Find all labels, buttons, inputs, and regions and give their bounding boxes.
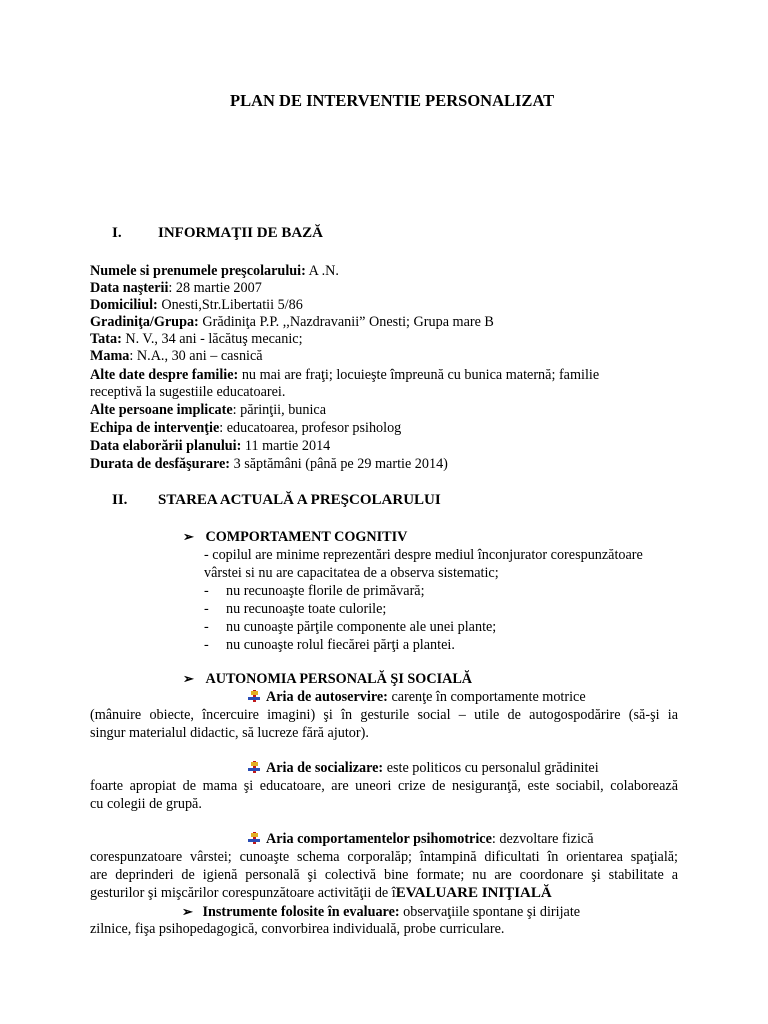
list-item [204,618,497,636]
area-text-row [90,884,552,902]
arrow-bullet-icon: ➢ [182,904,193,919]
area-text: gesturilor şi mişcărilor corespunzătoare activităţii de î [90,885,396,901]
instruments-text: observaţiile spontane şi dirijate [399,904,581,920]
area-label: Aria de socializare: [266,760,384,776]
dash-bullet: - [204,583,209,599]
area-text: cu colegii de grupă. [90,796,202,812]
field-value: nu mai are fraţi; locuieşte împreună cu bunica maternă; familie [238,367,600,383]
area-text: singur materialul didactic, să lucreze fără ajutor). [90,725,369,741]
autonomy-heading [183,670,472,688]
area-text: (mânuire obiecte, încercuire imagini) şi în gesturile social – utile de autogospodărire (să-şi ia [90,707,678,723]
field-label: Data elaborării planului: [90,438,242,454]
cognitive-title: COMPORTAMENT COGNITIV [205,529,408,545]
field-label: Mama [90,348,130,364]
area-text: corespunzatoare vârstei; cunoaşte schema corporalăp; întampină dificultati în orientarea spaţială; [90,849,678,865]
area-text: este politicos cu personalul grădinitei [383,760,599,776]
field-row [90,262,339,280]
arrow-bullet-icon: ➢ [183,529,194,544]
field-row [90,455,448,473]
field-label: Alte persoane implicate [90,402,233,418]
field-row [90,437,330,455]
dash-bullet: - [204,601,209,617]
area-label: Aria de autoservire: [266,689,388,705]
section-2-title: STAREA ACTUALĂ A PREŞCOLARULUI [158,492,441,508]
area-text: carenţe în comportamente motrice [387,689,586,705]
colored-bullet-icon [248,690,260,702]
field-label: Gradiniţa/Grupa: [90,314,199,330]
cognitive-text: - copilul are minime reprezentări despre mediul înconjurator corespunzătoare [204,547,643,563]
field-row [90,419,401,437]
instruments-heading [182,903,580,921]
area-text: are deprinderi de igienă personală şi colectivă bine formate; nu are coordonare şi stabilitate a [90,867,678,883]
section-1-number: I. [112,225,122,241]
field-row [90,366,678,384]
field-label: Alte date despre familie: [90,367,239,383]
evaluation-heading: EVALUARE INIŢIALĂ [395,885,552,901]
field-row [90,330,303,348]
area-psihomotrice [248,830,594,848]
area-socializare [248,759,599,777]
list-item-text: nu recunoaşte florile de primăvară; [226,583,425,599]
cognitive-text: vârstei si nu are capacitatea de a observa sistematic; [204,565,499,581]
field-value: Grădiniţa P.P. ,,Nazdravanii” Onesti; Grupa mare B [198,314,494,330]
instruments-label: Instrumente folosite în evaluare: [202,904,400,920]
list-item [204,582,425,600]
field-row [90,313,494,331]
field-row [90,383,285,401]
field-value: 3 săptămâni (până pe 29 martie 2014) [230,456,448,472]
field-row [90,296,303,314]
field-row [90,279,262,297]
field-value: : educatoarea, profesor psiholog [219,420,402,436]
field-label: Numele si prenumele preşcolarului: [90,263,306,279]
colored-bullet-icon [248,761,260,773]
field-value: 11 martie 2014 [241,438,331,454]
list-item [204,600,387,618]
list-item-text: nu cunoaşte părţile componente ale unei plante; [226,619,497,635]
instruments-text: zilnice, fişa psihopedagogică, convorbirea individuală, probe curriculare. [90,921,505,937]
list-item-text: nu recunoaşte toate culorile; [226,601,387,617]
cognitive-heading [183,528,407,546]
dash-bullet: - [204,619,209,635]
field-value: N. V., 34 ani - lăcătuş mecanic; [121,331,303,347]
field-value: receptivă la sugestiile educatoarei. [90,384,286,400]
field-label: Domiciliul: [90,297,158,313]
field-value: : 28 martie 2007 [168,280,262,296]
list-item-text: nu cunoaşte rolul fiecărei părţi a plantei. [226,637,455,653]
dash-bullet: - [204,637,209,653]
field-label: Data naşterii [90,280,169,296]
field-value: : părinţii, bunica [232,402,327,418]
autonomy-title: AUTONOMIA PERSONALĂ ŞI SOCIALĂ [205,671,473,687]
list-item [204,636,455,654]
field-label: Echipa de intervenţie [90,420,220,436]
field-row [90,347,263,365]
area-autoservire [248,688,586,706]
colored-bullet-icon [248,832,260,844]
field-label: Tata: [90,331,122,347]
field-value: : N.A., 30 ani – casnică [129,348,263,364]
arrow-bullet-icon: ➢ [183,671,194,686]
page-title: PLAN DE INTERVENTIE PERSONALIZAT [230,91,555,110]
area-text: : dezvoltare fizică [491,831,594,847]
area-text: foarte apropiat de mama şi educatoare, are uneori crize de nesiguranţă, este sociabil, colaborează [90,778,678,794]
field-value: Onesti,Str.Libertatii 5/86 [157,297,303,313]
section-2-number: II. [112,492,128,508]
area-label: Aria comportamentelor psihomotrice [266,831,492,847]
section-1-title: INFORMAŢII DE BAZĂ [158,225,324,241]
field-label: Durata de desfăşurare: [90,456,231,472]
field-row [90,401,326,419]
field-value: A .N. [305,263,339,279]
